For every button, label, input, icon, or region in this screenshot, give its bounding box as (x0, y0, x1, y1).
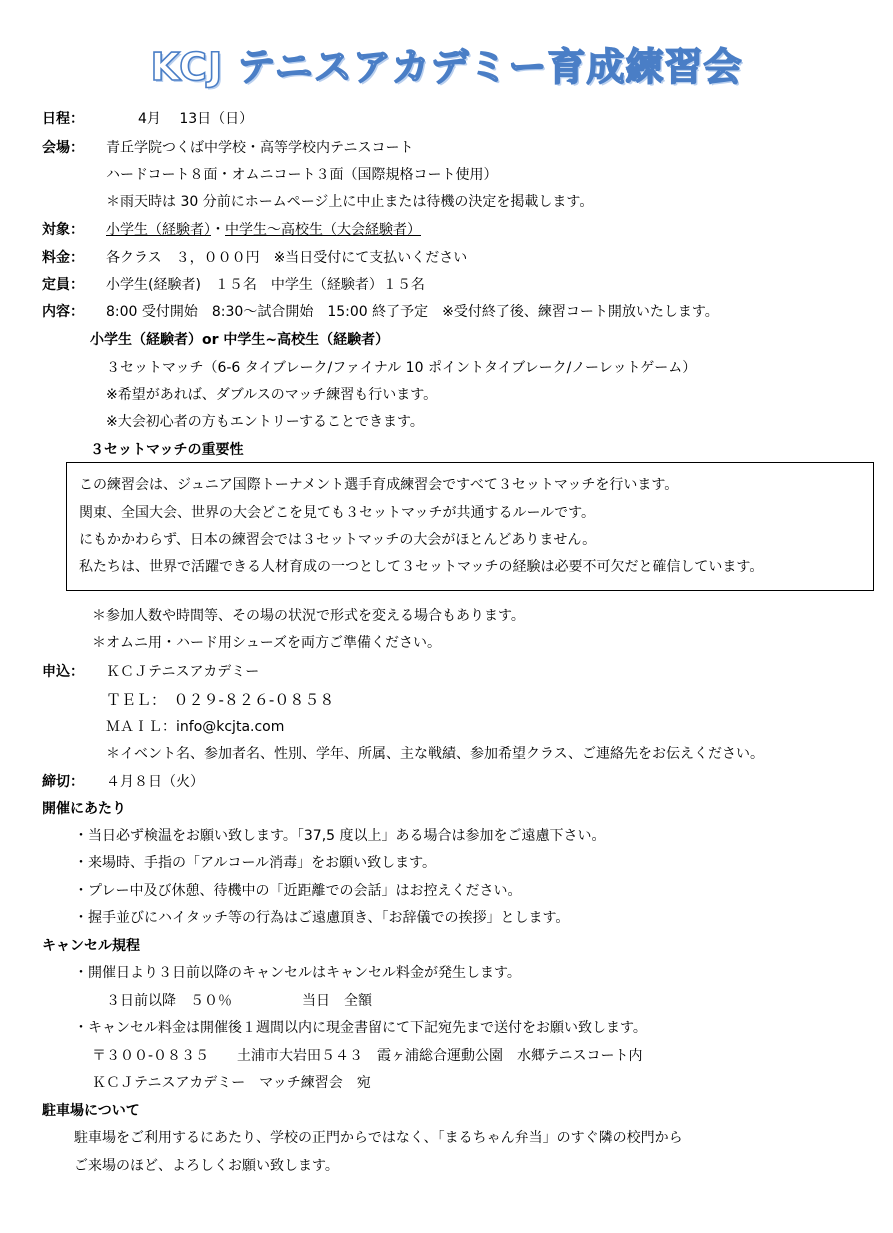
venue-line3: ＊雨天時は 30 分前にホームページ上に中止または待機の決定を掲載します。 (106, 194, 594, 210)
venue-label: 会場： (42, 140, 84, 156)
cancel-item-1: ・開催日より３日前以降のキャンセルはキャンセル料金が発生します。 (74, 965, 521, 981)
apply-note: ＊イベント名、参加者名、性別、学年、所属、主な戦績、参加希望クラス、ご連絡先をお伝えください。 (106, 746, 764, 762)
cancel-item-2: ・キャンセル料金は開催後１週間以内に現金書留にて下記宛先まで送付をお願い致します。 (74, 1020, 647, 1036)
cancel-fee-line: ３日前以降 ５０％ 当日 全額 (106, 993, 372, 1009)
capacity-value: 小学生(経験者) １５名 中学生（経験者）１５名 (106, 277, 425, 293)
content-value: 8:00 受付開始 8:30～試合開始 15:00 終了予定 ※受付終了後、練習コート開放いたします。 (106, 304, 719, 320)
cancel-address: 〒３００-０８３５ 土浦市大岩田５４３ 霞ヶ浦総合運動公園 水郷テニスコート内 (92, 1048, 643, 1064)
deadline-label: 締切： (42, 774, 84, 790)
target-elementary: 小学生（経験者） (106, 222, 211, 238)
parking-line-1: 駐車場をご利用するにあたり、学校の正門からではなく、「まるちゃん弁当」のすぐ隣の校門から (74, 1130, 683, 1146)
apply-mail: ＭＡＩＬ：info@kcjta.com (106, 719, 285, 735)
content-line3: ※大会初心者の方もエントリーすることできます。 (106, 414, 424, 430)
importance-box (66, 462, 874, 591)
box-line-3: にもかかわらず、日本の練習会では３セットマッチの大会がほとんどありません。 (79, 532, 597, 548)
target-separator: ・ (211, 222, 225, 238)
class-heading: 小学生（経験者）or 中学生~高校生（経験者） (90, 332, 390, 348)
opening-item: ・来場時、手指の「アルコール消毒」をお願い致します。 (74, 855, 437, 871)
schedule-value: 4月 13日（日） (138, 111, 254, 127)
opening-heading: 開催にあたり (42, 801, 126, 817)
schedule-label: 日程： (42, 111, 84, 127)
opening-item: ・握手並びにハイタッチ等の行為はご遠慮頂き、「お辞儀での挨拶」とします。 (74, 910, 570, 926)
cancel-heading: キャンセル規程 (42, 938, 140, 954)
venue-line1: 青丘学院つくば中学校・高等学校内テニスコート (106, 140, 414, 156)
box-line-1: この練習会は、ジュニア国際トーナメント選手育成練習会ですべて３セットマッチを行います。 (79, 477, 679, 493)
target-value (106, 220, 421, 240)
note-1: ＊参加人数や時間等、その場の状況で形式を変える場合もあります。 (92, 608, 525, 624)
opening-item: ・当日必ず検温をお願い致します。「37,5 度以上」ある場合は参加をご遠慮下さい。 (74, 828, 606, 844)
box-line-4: 私たちは、世界で活躍できる人材育成の一つとして３セットマッチの経験は必要不可欠だと確信しています。 (79, 559, 764, 575)
content-line2: ※希望があれば、ダブルスのマッチ練習も行います。 (106, 387, 438, 403)
apply-tel: ＴＥＬ： ０２９-８２６-０８５８ (106, 691, 335, 709)
deadline-value: ４月８日（火） (106, 774, 204, 790)
apply-label: 申込： (42, 664, 84, 680)
venue-line2: ハードコート８面・オムニコート３面（国際規格コート使用） (106, 167, 498, 183)
importance-heading: ３セットマッチの重要性 (90, 442, 244, 458)
page-title: KCJ テニスアカデミー育成練習会 (150, 45, 743, 89)
fee-label: 料金： (42, 250, 84, 266)
target-label: 対象： (42, 222, 84, 238)
parking-heading: 駐車場について (42, 1103, 140, 1119)
target-junior-high: 中学生～高校生（大会経験者） (225, 222, 421, 238)
content-line1: ３セットマッチ（6-6 タイブレーク/ファイナル 10 ポイントタイブレーク/ノーレットゲーム） (106, 360, 697, 376)
fee-value: 各クラス ３，０００円 ※当日受付にて支払いください (106, 250, 468, 266)
cancel-recipient: ＫＣＪテニスアカデミー マッチ練習会 宛 (92, 1075, 371, 1091)
opening-item: ・プレー中及び休憩、待機中の「近距離での会話」はお控えください。 (74, 883, 522, 899)
note-2: ＊オムニ用・ハード用シューズを両方ご準備ください。 (92, 635, 442, 651)
box-line-2: 関東、全国大会、世界の大会どこを見ても３セットマッチが共通するルールです。 (79, 505, 596, 521)
parking-line-2: ご来場のほど、よろしくお願い致します。 (74, 1158, 339, 1174)
capacity-label: 定員： (42, 277, 84, 293)
content-label: 内容： (42, 304, 84, 320)
apply-org: ＫＣＪテニスアカデミー (106, 664, 260, 680)
